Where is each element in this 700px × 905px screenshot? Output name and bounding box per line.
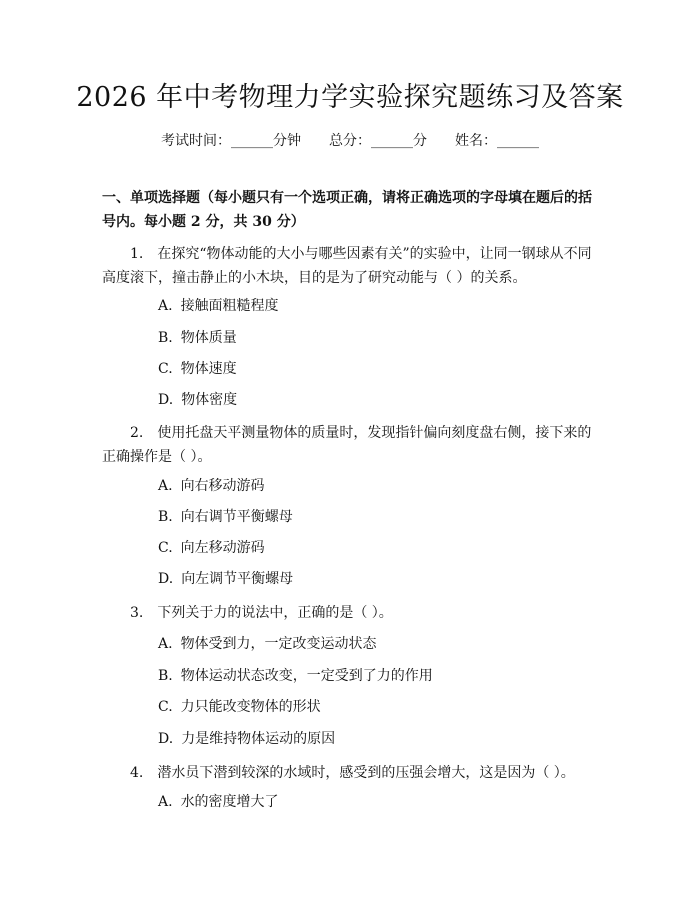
- question-3-option-a: [158, 634, 588, 654]
- question-2-option-c: [158, 538, 588, 558]
- exam-info-line: [0, 130, 700, 152]
- total-score-field: 总分：______分: [329, 133, 427, 149]
- question-text: 使用托盘天平测量物体的质量时，发现指针偏向刻度盘右侧，接下来的正确操作是（ ）。: [102, 425, 592, 465]
- question-2-stem: [102, 421, 597, 469]
- question-text: 下列关于力的说法中，正确的是（ ）。: [157, 605, 393, 621]
- option-text: 物体密度: [181, 392, 238, 408]
- question-number: 3.: [130, 605, 144, 621]
- option-text: 物体运动状态改变，一定受到了力的作用: [180, 668, 433, 684]
- option-letter: C.: [158, 361, 173, 377]
- question-text: 在探究“物体动能的大小与哪些因素有关”的实验中，让同一钢球从不同高度滚下，撞击静止的小木块，目的是为了研究动能与（ ）的关系。: [102, 246, 592, 286]
- question-text: 潜水员下潜到较深的水域时，感受到的压强会增大，这是因为（ ）。: [157, 765, 575, 781]
- question-1-option-d: [158, 390, 588, 410]
- option-text: 向右调节平衡螺母: [180, 509, 293, 525]
- question-4-option-a: [158, 792, 588, 812]
- option-text: 向左调节平衡螺母: [181, 571, 294, 587]
- student-name-field: 姓名：______: [455, 133, 539, 149]
- option-letter: A.: [158, 794, 173, 810]
- question-3-stem: [102, 601, 597, 625]
- option-letter: A.: [158, 636, 173, 652]
- option-letter: C.: [158, 699, 173, 715]
- option-text: 力只能改变物体的形状: [180, 699, 321, 715]
- option-text: 接触面粗糙程度: [180, 298, 279, 314]
- option-text: 向右移动游码: [180, 478, 265, 494]
- option-letter: B.: [158, 668, 173, 684]
- question-2-option-a: [158, 476, 588, 496]
- section-heading: 一、单项选择题（每小题只有一个选项正确，请将正确选项的字母填在题后的括号内。每小题 2 分，共 30 分）: [102, 190, 592, 230]
- option-text: 向左移动游码: [180, 540, 265, 556]
- question-1-option-c: [158, 359, 588, 379]
- question-1-option-a: [158, 296, 588, 316]
- question-2-option-b: [158, 507, 588, 527]
- question-4-stem: [102, 761, 597, 785]
- question-2-option-d: [158, 569, 588, 589]
- option-text: 力是维持物体运动的原因: [181, 731, 336, 747]
- option-text: 物体质量: [180, 330, 237, 346]
- option-text: 水的密度增大了: [180, 794, 279, 810]
- question-1-option-b: [158, 328, 588, 348]
- question-1-stem: [102, 242, 597, 290]
- option-letter: C.: [158, 540, 173, 556]
- question-number: 1.: [130, 246, 144, 262]
- question-3-option-b: [158, 666, 588, 686]
- exam-time-field: 考试时间：______分钟: [161, 133, 301, 149]
- question-number: 2.: [130, 425, 144, 441]
- option-letter: D.: [158, 571, 174, 587]
- option-letter: B.: [158, 330, 173, 346]
- question-3-option-c: [158, 697, 588, 717]
- option-letter: D.: [158, 731, 174, 747]
- document-title: 2026 年中考物理力学实验探究题练习及答案: [76, 82, 624, 113]
- option-letter: D.: [158, 392, 174, 408]
- question-3-option-d: [158, 729, 588, 749]
- option-text: 物体受到力，一定改变运动状态: [180, 636, 377, 652]
- question-number: 4.: [130, 765, 144, 781]
- option-letter: A.: [158, 298, 173, 314]
- option-letter: A.: [158, 478, 173, 494]
- option-text: 物体速度: [180, 361, 237, 377]
- option-letter: B.: [158, 509, 173, 525]
